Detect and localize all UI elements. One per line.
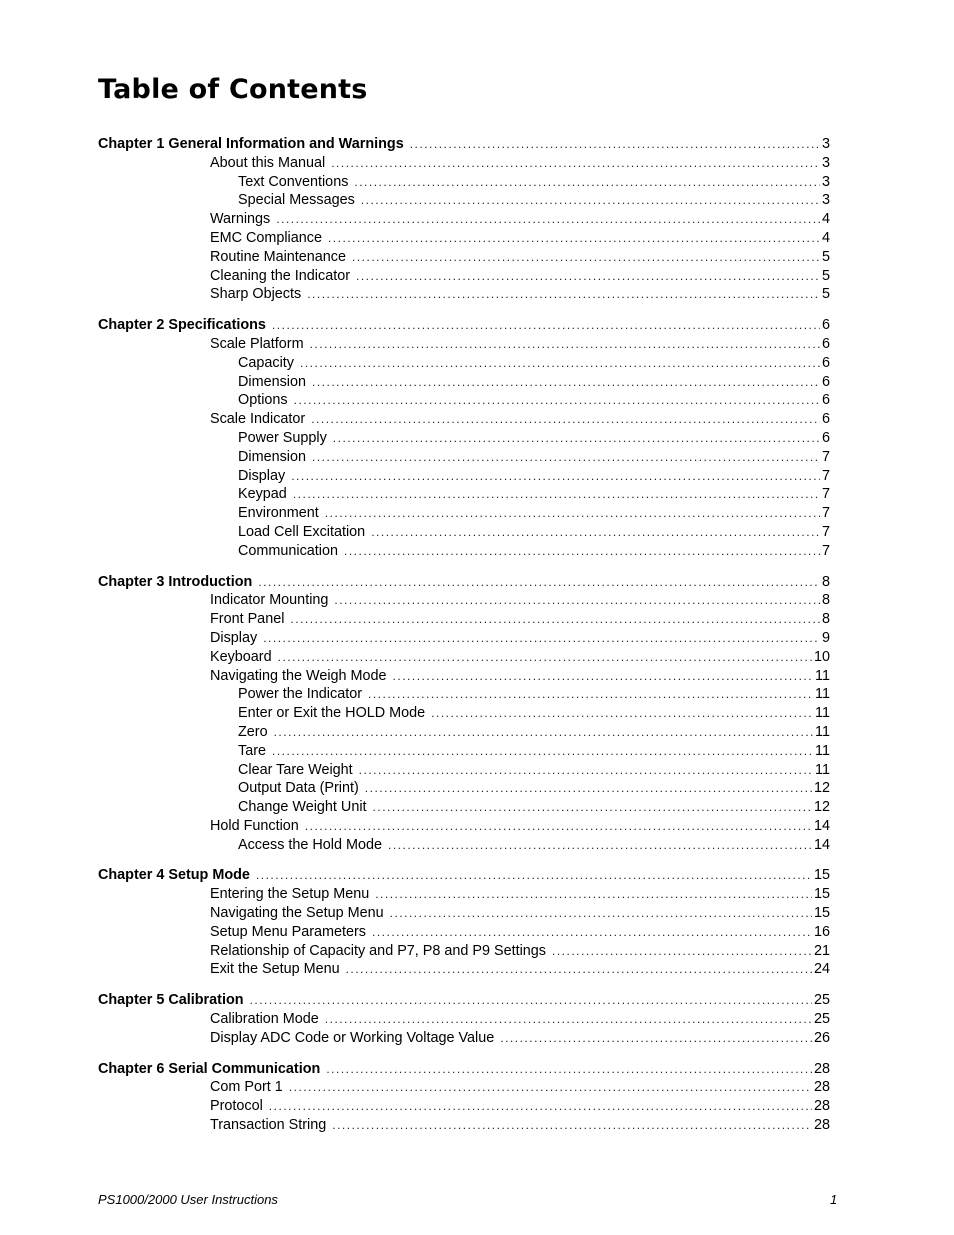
toc-dot-leader xyxy=(325,1010,812,1029)
toc-page-number: 21 xyxy=(813,942,830,959)
toc-entry-title: Front Panel xyxy=(210,611,285,628)
toc-page-number: 7 xyxy=(821,505,830,522)
toc-page-number: 5 xyxy=(821,267,830,284)
toc-page-number: 3 xyxy=(821,173,830,190)
toc-page-number: 24 xyxy=(813,961,830,978)
toc-dot-leader xyxy=(361,191,820,210)
toc-dot-leader xyxy=(388,836,812,855)
toc-section-entry[interactable] xyxy=(98,229,830,248)
toc-entry-title: Special Messages xyxy=(238,192,355,209)
toc-subsection-entry[interactable] xyxy=(98,761,830,780)
toc-entry-title: Com Port 1 xyxy=(210,1079,283,1096)
toc-entry-title: Chapter 6 Serial Communication xyxy=(98,1060,321,1077)
toc-entry-title: Display ADC Code or Working Voltage Value xyxy=(210,1029,495,1046)
toc-page-number: 11 xyxy=(815,667,830,684)
toc-dot-leader xyxy=(305,817,812,836)
toc-entry-title: Calibration Mode xyxy=(210,1011,319,1028)
toc-entry-title: Dimension xyxy=(238,373,306,390)
toc-page-number: 3 xyxy=(821,136,830,152)
toc-entry-title: Power Supply xyxy=(238,429,327,446)
toc-dot-leader xyxy=(356,267,820,286)
toc-entry-title: About this Manual xyxy=(210,154,326,171)
toc-page-number: 15 xyxy=(813,886,830,903)
toc-entry-title: Enter or Exit the HOLD Mode xyxy=(238,705,426,722)
toc-section-entry[interactable] xyxy=(98,248,830,267)
toc-section-entry[interactable] xyxy=(98,942,830,961)
toc-entry-title: Access the Hold Mode xyxy=(238,836,382,853)
toc-chapter-entry[interactable] xyxy=(98,1060,830,1079)
toc-dot-leader xyxy=(365,779,812,798)
toc-dot-leader xyxy=(258,573,820,592)
toc-entry-title: Dimension xyxy=(238,448,306,465)
toc-entry-title: Clear Tare Weight xyxy=(238,761,353,778)
toc-section-entry[interactable] xyxy=(98,923,830,942)
toc-section-entry[interactable] xyxy=(98,210,830,229)
toc-entry-title: Chapter 4 Setup Mode xyxy=(98,867,250,884)
toc-dot-leader xyxy=(346,960,812,979)
toc-subsection-entry[interactable] xyxy=(98,354,830,373)
toc-dot-leader xyxy=(332,1116,812,1135)
toc-dot-leader xyxy=(293,485,820,504)
toc-chapter-block xyxy=(98,316,830,560)
toc-dot-leader xyxy=(373,798,812,817)
toc-subsection-entry[interactable] xyxy=(98,191,830,210)
toc-entry-title: Chapter 2 Specifications xyxy=(98,317,266,334)
toc-entry-title: Sharp Objects xyxy=(210,286,302,303)
toc-entry-title: Keypad xyxy=(238,486,287,503)
toc-dot-leader xyxy=(500,1029,812,1048)
toc-dot-leader xyxy=(326,1060,812,1079)
toc-chapter-entry[interactable] xyxy=(98,135,830,154)
toc-page-number: 3 xyxy=(821,192,830,209)
toc-dot-leader xyxy=(359,761,813,780)
toc-section-entry[interactable] xyxy=(98,267,830,286)
toc-entry-title: Warnings xyxy=(210,211,271,228)
toc-entry-title: Chapter 5 Calibration xyxy=(98,992,244,1009)
toc-entry-title: Scale Platform xyxy=(210,335,304,352)
toc-dot-leader xyxy=(390,904,812,923)
toc-entry-title: Routine Maintenance xyxy=(210,248,347,265)
toc-section-entry[interactable] xyxy=(98,410,830,429)
toc-page-number: 11 xyxy=(815,686,830,703)
toc-page-number: 25 xyxy=(813,992,830,1009)
toc-page-number: 14 xyxy=(813,836,830,853)
toc-dot-leader xyxy=(312,373,820,392)
toc-subsection-entry[interactable] xyxy=(98,173,830,192)
toc-section-entry[interactable] xyxy=(98,335,830,354)
toc-dot-leader xyxy=(354,173,820,192)
toc-page-number: 3 xyxy=(821,154,830,171)
toc-entry-title: Relationship of Capacity and P7, P8 and P9 Settings xyxy=(210,942,546,959)
toc-dot-leader xyxy=(375,885,812,904)
toc-entry-title: Protocol xyxy=(210,1098,263,1115)
toc-page-number: 8 xyxy=(821,592,830,609)
toc-page-number: 11 xyxy=(815,723,830,740)
toc-subsection-entry[interactable] xyxy=(98,742,830,761)
toc-dot-leader xyxy=(250,991,812,1010)
toc-section-entry[interactable] xyxy=(98,285,830,304)
toc-dot-leader xyxy=(276,210,820,229)
toc-page-number: 4 xyxy=(821,229,830,246)
toc-dot-leader xyxy=(312,448,820,467)
toc-dot-leader xyxy=(274,723,813,742)
toc-entry-title: Hold Function xyxy=(210,817,299,834)
toc-dot-leader xyxy=(269,1097,812,1116)
toc-subsection-entry[interactable] xyxy=(98,542,830,561)
toc-section-entry[interactable] xyxy=(98,1010,830,1029)
toc-subsection-entry[interactable] xyxy=(98,429,830,448)
toc-subsection-entry[interactable] xyxy=(98,504,830,523)
toc-entry-title: Change Weight Unit xyxy=(238,799,367,816)
toc-page-number: 7 xyxy=(821,467,830,484)
toc-entry-title: Setup Menu Parameters xyxy=(210,923,366,940)
toc-page-number: 6 xyxy=(821,392,830,409)
toc-entry-title: Chapter 1 General Information and Warnings xyxy=(98,136,404,152)
toc-subsection-entry[interactable] xyxy=(98,373,830,392)
toc-page-number: 7 xyxy=(821,542,830,559)
toc-page-number: 16 xyxy=(813,923,830,940)
toc-entry-title: Zero xyxy=(238,723,268,740)
toc-page-number: 15 xyxy=(813,905,830,922)
toc-dot-leader xyxy=(311,410,820,429)
toc-chapter-block xyxy=(98,1060,830,1135)
toc-subsection-entry[interactable] xyxy=(98,448,830,467)
toc-entry-title: Communication xyxy=(238,542,338,559)
toc-entry-title: Navigating the Setup Menu xyxy=(210,905,384,922)
toc-dot-leader xyxy=(333,429,820,448)
toc-entry-title: Capacity xyxy=(238,354,294,371)
toc-entry-title: Environment xyxy=(238,505,319,522)
toc-entry-title: Text Conventions xyxy=(238,173,349,190)
toc-entry-title: Load Cell Excitation xyxy=(238,523,366,540)
toc-entry-title: Indicator Mounting xyxy=(210,592,329,609)
toc-page-number: 8 xyxy=(821,573,830,590)
toc-entry-title: Power the Indicator xyxy=(238,686,362,703)
toc-subsection-entry[interactable] xyxy=(98,391,830,410)
toc-dot-leader xyxy=(310,335,820,354)
toc-entry-title: Output Data (Print) xyxy=(238,780,359,797)
toc-dot-leader xyxy=(552,942,812,961)
toc-page-number: 11 xyxy=(815,742,830,759)
footer-document-name: PS1000/2000 User Instructions xyxy=(98,1192,278,1207)
toc-page-number: 11 xyxy=(815,705,830,722)
toc-dot-leader xyxy=(372,923,812,942)
page-title: Table of Contents xyxy=(98,74,368,105)
toc-dot-leader xyxy=(278,648,812,667)
toc-dot-leader xyxy=(334,591,820,610)
toc-dot-leader xyxy=(289,1078,812,1097)
toc-entry-title: Exit the Setup Menu xyxy=(210,961,340,978)
toc-dot-leader xyxy=(325,504,820,523)
toc-chapter-entry[interactable] xyxy=(98,866,830,885)
toc-entry-title: Navigating the Weigh Mode xyxy=(210,667,387,684)
toc-page-number: 25 xyxy=(813,1011,830,1028)
toc-section-entry[interactable] xyxy=(98,154,830,173)
toc-entry-title: EMC Compliance xyxy=(210,229,322,246)
table-of-contents xyxy=(98,135,830,1147)
toc-entry-title: Display xyxy=(210,629,258,646)
toc-chapter-block xyxy=(98,573,830,855)
toc-dot-leader xyxy=(294,391,820,410)
toc-entry-title: Chapter 3 Introduction xyxy=(98,573,253,590)
toc-chapter-block xyxy=(98,991,830,1047)
toc-chapter-entry[interactable] xyxy=(98,991,830,1010)
toc-dot-leader xyxy=(368,685,813,704)
toc-page-number: 6 xyxy=(821,411,830,428)
toc-dot-leader xyxy=(344,542,820,561)
toc-dot-leader xyxy=(328,229,820,248)
toc-page-number: 5 xyxy=(821,248,830,265)
toc-dot-leader xyxy=(410,135,820,154)
toc-page-number: 6 xyxy=(821,373,830,390)
toc-entry-title: Tare xyxy=(238,742,266,759)
toc-page-number: 8 xyxy=(821,611,830,628)
toc-page-number: 28 xyxy=(813,1079,830,1096)
toc-page-number: 12 xyxy=(813,799,830,816)
toc-section-entry[interactable] xyxy=(98,667,830,686)
toc-entry-title: Transaction String xyxy=(210,1117,327,1134)
toc-page-number: 28 xyxy=(813,1060,830,1077)
toc-page-number: 6 xyxy=(821,317,830,334)
toc-page-number: 12 xyxy=(813,780,830,797)
toc-section-entry[interactable] xyxy=(98,1097,830,1116)
toc-page-number: 4 xyxy=(821,211,830,228)
toc-page-number: 11 xyxy=(815,761,830,778)
toc-entry-title: Entering the Setup Menu xyxy=(210,886,370,903)
toc-dot-leader xyxy=(290,610,820,629)
toc-dot-leader xyxy=(431,704,813,723)
toc-page-number: 5 xyxy=(821,286,830,303)
toc-section-entry[interactable] xyxy=(98,904,830,923)
toc-page-number: 14 xyxy=(813,817,830,834)
toc-chapter-block xyxy=(98,866,830,979)
toc-page-number: 7 xyxy=(821,486,830,503)
toc-section-entry[interactable] xyxy=(98,960,830,979)
toc-chapter-block xyxy=(98,135,830,304)
toc-page-number: 6 xyxy=(821,429,830,446)
toc-subsection-entry[interactable] xyxy=(98,523,830,542)
toc-entry-title: Keyboard xyxy=(210,648,272,665)
toc-entry-title: Options xyxy=(238,392,288,409)
toc-dot-leader xyxy=(352,248,820,267)
toc-dot-leader xyxy=(263,629,820,648)
toc-page-number: 6 xyxy=(821,354,830,371)
toc-dot-leader xyxy=(307,285,820,304)
toc-dot-leader xyxy=(256,866,812,885)
toc-dot-leader xyxy=(371,523,820,542)
toc-page-number: 9 xyxy=(821,629,830,646)
toc-entry-title: Cleaning the Indicator xyxy=(210,267,350,284)
toc-dot-leader xyxy=(291,467,820,486)
toc-dot-leader xyxy=(272,316,820,335)
toc-dot-leader xyxy=(300,354,820,373)
toc-entry-title: Display xyxy=(238,467,286,484)
toc-dot-leader xyxy=(393,667,814,686)
toc-page-number: 28 xyxy=(813,1117,830,1134)
toc-section-entry[interactable] xyxy=(98,1078,830,1097)
toc-subsection-entry[interactable] xyxy=(98,467,830,486)
toc-page-number: 7 xyxy=(821,523,830,540)
toc-entry-title: Scale Indicator xyxy=(210,411,306,428)
toc-section-entry[interactable] xyxy=(98,648,830,667)
toc-page-number: 6 xyxy=(821,335,830,352)
toc-subsection-entry[interactable] xyxy=(98,485,830,504)
toc-section-entry[interactable] xyxy=(98,1029,830,1048)
toc-page-number: 26 xyxy=(813,1029,830,1046)
toc-section-entry[interactable] xyxy=(98,1116,830,1135)
toc-section-entry[interactable] xyxy=(98,610,830,629)
toc-subsection-entry[interactable] xyxy=(98,685,830,704)
toc-dot-leader xyxy=(272,742,813,761)
toc-subsection-entry[interactable] xyxy=(98,798,830,817)
toc-section-entry[interactable] xyxy=(98,885,830,904)
toc-page-number: 10 xyxy=(813,648,830,665)
toc-subsection-entry[interactable] xyxy=(98,836,830,855)
toc-subsection-entry[interactable] xyxy=(98,723,830,742)
toc-subsection-entry[interactable] xyxy=(98,779,830,798)
toc-page-number: 7 xyxy=(821,448,830,465)
toc-section-entry[interactable] xyxy=(98,629,830,648)
toc-chapter-entry[interactable] xyxy=(98,316,830,335)
toc-subsection-entry[interactable] xyxy=(98,704,830,723)
toc-chapter-entry[interactable] xyxy=(98,573,830,592)
toc-section-entry[interactable] xyxy=(98,817,830,836)
toc-dot-leader xyxy=(331,154,820,173)
toc-page-number: 28 xyxy=(813,1098,830,1115)
toc-section-entry[interactable] xyxy=(98,591,830,610)
toc-page-number: 15 xyxy=(813,867,830,884)
footer-page-number: 1 xyxy=(830,1192,838,1207)
